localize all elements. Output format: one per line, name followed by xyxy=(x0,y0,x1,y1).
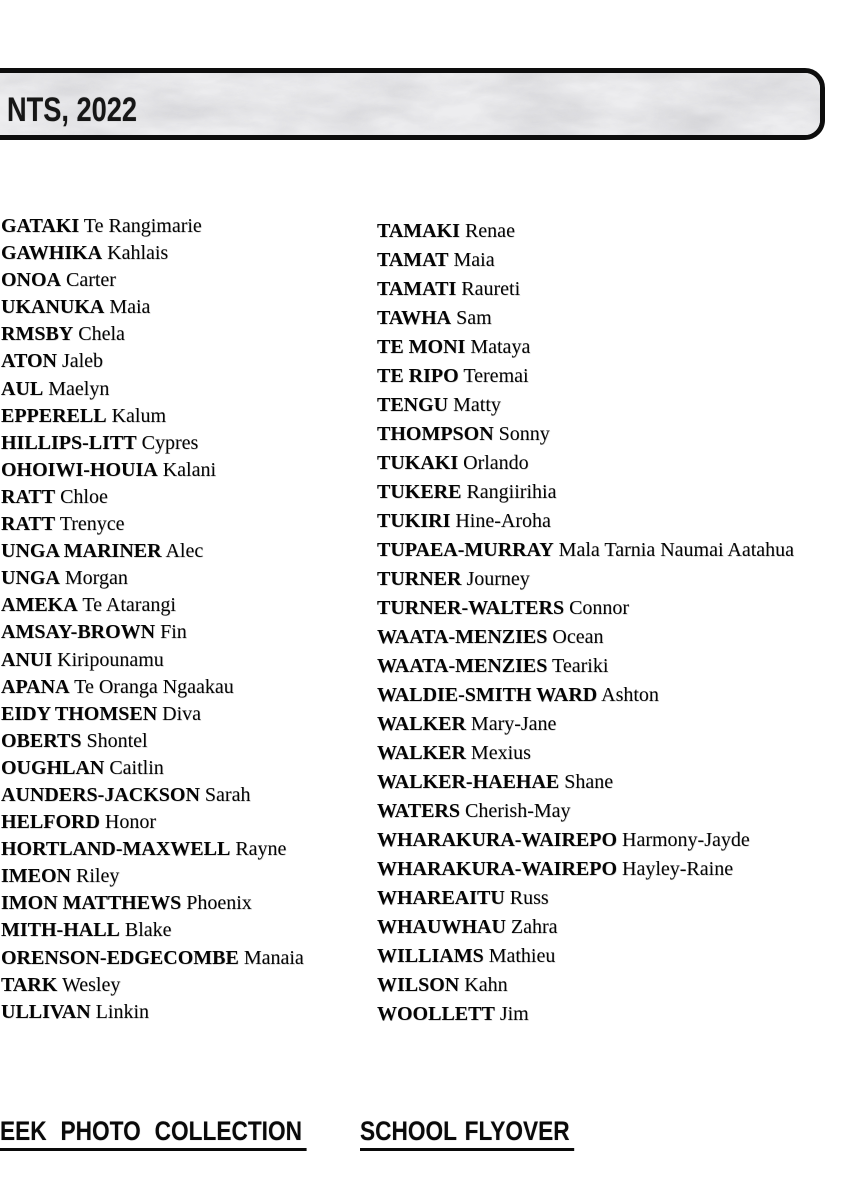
student-surname: ONOA xyxy=(1,269,61,292)
student-given-name: Ocean xyxy=(552,626,604,648)
student-given-name: Teremai xyxy=(463,365,529,387)
student-surname: TARK xyxy=(1,973,58,996)
student-name-row xyxy=(377,275,794,304)
student-name-row xyxy=(1,945,304,972)
page-title: NTS, 2022 xyxy=(7,91,138,129)
student-name-row xyxy=(377,971,794,1000)
student-given-name: Te Oranga Ngaakau xyxy=(74,675,234,698)
student-name-row xyxy=(1,240,304,267)
student-surname: HELFORD xyxy=(1,811,100,834)
student-surname: EPPERELL xyxy=(1,404,107,427)
student-surname: TURNER xyxy=(377,568,462,590)
student-given-name: Journey xyxy=(466,568,530,590)
student-given-name: Sarah xyxy=(204,783,251,806)
student-name-row xyxy=(377,1000,794,1029)
student-name-row xyxy=(377,304,794,333)
student-surname: IMEON xyxy=(1,865,71,888)
student-given-name: Fin xyxy=(160,621,187,644)
student-surname: TAWHA xyxy=(377,307,452,329)
student-surname: APANA xyxy=(1,675,70,698)
student-surname: UKANUKA xyxy=(1,296,105,319)
student-surname: WALDIE-SMITH WARD xyxy=(377,684,598,706)
student-surname: WAATA-MENZIES xyxy=(377,655,548,677)
student-name-row xyxy=(1,999,304,1026)
student-name-row xyxy=(377,797,794,826)
student-given-name: Blake xyxy=(124,919,172,942)
student-surname: WHAUWHAU xyxy=(377,916,506,938)
student-name-row xyxy=(1,511,304,538)
student-given-name: Honor xyxy=(104,811,157,834)
student-surname: WALKER xyxy=(377,742,466,764)
student-name-row xyxy=(1,213,304,240)
student-given-name: Maia xyxy=(109,296,151,319)
student-given-name: Trenyce xyxy=(59,513,125,536)
student-surname: WHAREAITU xyxy=(377,887,505,909)
student-given-name: Alec xyxy=(165,540,204,563)
student-name-row xyxy=(377,710,794,739)
student-given-name: Caitlin xyxy=(109,756,164,779)
student-given-name: Kahn xyxy=(464,974,508,996)
student-given-name: Cypres xyxy=(141,431,199,454)
student-given-name: Mexius xyxy=(470,742,531,764)
student-surname: HILLIPS-LITT xyxy=(1,431,137,454)
student-given-name: Renae xyxy=(464,220,515,242)
student-surname: ANUI xyxy=(1,648,53,671)
student-surname: EIDY THOMSEN xyxy=(1,702,158,725)
student-given-name: Connor xyxy=(569,597,630,619)
student-given-name: Kiripounamu xyxy=(57,648,164,671)
student-given-name: Sam xyxy=(456,307,492,329)
student-given-name: Harmony-Jayde xyxy=(622,829,750,851)
student-name-row xyxy=(1,809,304,836)
student-surname: HORTLAND-MAXWELL xyxy=(1,838,231,861)
student-name-row xyxy=(1,376,304,403)
student-name-row xyxy=(377,478,794,507)
student-surname: RATT xyxy=(1,485,56,508)
student-surname: WHARAKURA-WAIREPO xyxy=(377,829,617,851)
student-surname: OHOIWI-HOUIA xyxy=(1,458,158,481)
student-surname: GAWHIKA xyxy=(1,242,103,265)
student-name-row xyxy=(377,420,794,449)
student-name-row xyxy=(377,594,794,623)
student-name-row xyxy=(377,333,794,362)
student-name-row xyxy=(1,565,304,592)
student-surname: UNGA xyxy=(1,567,60,590)
student-surname: AUL xyxy=(1,377,44,400)
student-surname: TE MONI xyxy=(377,336,466,358)
student-given-name: Kahlais xyxy=(107,242,169,265)
student-name-row xyxy=(1,890,304,917)
student-name-row xyxy=(1,592,304,619)
student-given-name: Riley xyxy=(76,865,120,888)
student-surname: UNGA MARINER xyxy=(1,540,162,563)
student-name-row xyxy=(377,826,794,855)
student-surname: TUKIRI xyxy=(377,510,451,532)
student-given-name: Te Rangimarie xyxy=(83,215,202,237)
student-name-row xyxy=(377,855,794,884)
student-name-row xyxy=(377,652,794,681)
student-surname: OBERTS xyxy=(1,729,82,752)
student-name-row xyxy=(1,267,304,294)
student-given-name: Jaleb xyxy=(61,350,104,373)
student-surname: AUNDERS-JACKSON xyxy=(1,783,200,806)
student-surname: WALKER xyxy=(377,713,466,735)
student-name-row xyxy=(377,565,794,594)
student-name-row xyxy=(377,739,794,768)
student-name-row xyxy=(1,484,304,511)
student-given-name: Mataya xyxy=(470,336,531,358)
student-surname: MITH-HALL xyxy=(1,919,120,942)
student-surname: WATERS xyxy=(377,800,460,822)
student-given-name: Chloe xyxy=(60,485,108,508)
student-name-row xyxy=(1,972,304,999)
student-surname: AMEKA xyxy=(1,594,78,617)
student-name-row xyxy=(1,538,304,565)
student-name-row xyxy=(1,701,304,728)
student-surname: WALKER-HAEHAE xyxy=(377,771,560,793)
heading-school-flyover: SCHOOL FLYOVER xyxy=(360,1118,574,1151)
student-surname: ORENSON-EDGECOMBE xyxy=(1,946,239,969)
student-given-name: Sonny xyxy=(498,423,550,445)
student-given-name: Maia xyxy=(453,249,495,271)
student-surname: IMON MATTHEWS xyxy=(1,892,182,915)
student-given-name: Mary-Jane xyxy=(470,713,557,735)
student-given-name: Morgan xyxy=(64,567,128,590)
student-name-row xyxy=(377,246,794,275)
student-name-row xyxy=(377,623,794,652)
student-name-row xyxy=(1,755,304,782)
student-name-row xyxy=(1,917,304,944)
student-name-row xyxy=(377,681,794,710)
student-name-row xyxy=(377,884,794,913)
student-given-name: Rangiirihia xyxy=(466,481,557,503)
student-surname: WOOLLETT xyxy=(377,1003,495,1025)
student-name-row xyxy=(1,403,304,430)
student-surname: GATAKI xyxy=(1,215,80,237)
student-name-row xyxy=(377,507,794,536)
student-surname: TENGU xyxy=(377,394,449,416)
student-name-row xyxy=(1,348,304,375)
title-banner xyxy=(0,68,825,140)
student-given-name: Shontel xyxy=(86,729,148,752)
student-given-name: Linkin xyxy=(95,1000,150,1023)
student-given-name: Teariki xyxy=(552,655,609,677)
student-surname: TUKERE xyxy=(377,481,462,503)
student-given-name: Maelyn xyxy=(48,377,110,400)
student-surname: ULLIVAN xyxy=(1,1000,91,1023)
student-given-name: Mathieu xyxy=(488,945,556,967)
student-name-row xyxy=(1,294,304,321)
student-given-name: Russ xyxy=(509,887,549,909)
roll-right-column xyxy=(377,217,794,1029)
student-given-name: Matty xyxy=(453,394,501,416)
student-name-row xyxy=(1,782,304,809)
student-name-row xyxy=(1,430,304,457)
student-given-name: Hine-Aroha xyxy=(455,510,551,532)
student-name-row xyxy=(377,449,794,478)
student-surname: AMSAY-BROWN xyxy=(1,621,156,644)
student-name-row xyxy=(377,913,794,942)
student-surname: TUPAEA-MURRAY xyxy=(377,539,554,561)
student-given-name: Rayne xyxy=(235,838,287,861)
student-given-name: Manaia xyxy=(243,946,304,969)
student-given-name: Raureti xyxy=(461,278,521,300)
student-surname: WILLIAMS xyxy=(377,945,484,967)
student-name-row xyxy=(1,321,304,348)
student-surname: TAMATI xyxy=(377,278,457,300)
student-given-name: Diva xyxy=(162,702,202,725)
student-given-name: Cherish-May xyxy=(465,800,571,822)
student-given-name: Chela xyxy=(78,323,125,346)
student-given-name: Carter xyxy=(66,269,116,292)
student-given-name: Kalani xyxy=(162,458,216,481)
student-given-name: Ashton xyxy=(601,684,659,706)
student-surname: WILSON xyxy=(377,974,460,996)
student-name-row xyxy=(377,217,794,246)
student-surname: TAMAT xyxy=(377,249,449,271)
student-name-row xyxy=(377,768,794,797)
student-name-row xyxy=(1,836,304,863)
student-given-name: Kalum xyxy=(111,404,167,427)
student-surname: TE RIPO xyxy=(377,365,459,387)
roll-left-column xyxy=(1,213,304,1026)
student-name-row xyxy=(1,647,304,674)
student-surname: THOMPSON xyxy=(377,423,494,445)
student-given-name: Zahra xyxy=(510,916,558,938)
student-name-row xyxy=(377,362,794,391)
student-given-name: Mala Tarnia Naumai Aatahua xyxy=(558,539,795,561)
student-surname: TAMAKI xyxy=(377,220,460,242)
student-surname: OUGHLAN xyxy=(1,756,105,779)
student-surname: RMSBY xyxy=(1,323,74,346)
student-given-name: Hayley-Raine xyxy=(622,858,734,880)
student-given-name: Orlando xyxy=(463,452,529,474)
student-name-row xyxy=(1,728,304,755)
student-surname: ATON xyxy=(1,350,57,373)
student-name-row xyxy=(377,942,794,971)
student-given-name: Shane xyxy=(564,771,614,793)
heading-photo-collection: EEK PHOTO COLLECTION xyxy=(0,1118,306,1151)
student-name-row xyxy=(1,674,304,701)
student-surname: WAATA-MENZIES xyxy=(377,626,548,648)
student-given-name: Jim xyxy=(499,1003,529,1025)
student-name-row xyxy=(1,863,304,890)
student-given-name: Phoenix xyxy=(186,892,252,915)
student-given-name: Wesley xyxy=(61,973,121,996)
student-name-row xyxy=(1,457,304,484)
student-name-row xyxy=(377,391,794,420)
student-surname: WHARAKURA-WAIREPO xyxy=(377,858,617,880)
student-surname: RATT xyxy=(1,513,56,536)
student-given-name: Te Atarangi xyxy=(82,594,176,617)
student-name-row xyxy=(377,536,794,565)
student-name-row xyxy=(1,619,304,646)
student-surname: TURNER-WALTERS xyxy=(377,597,565,619)
student-surname: TUKAKI xyxy=(377,452,459,474)
